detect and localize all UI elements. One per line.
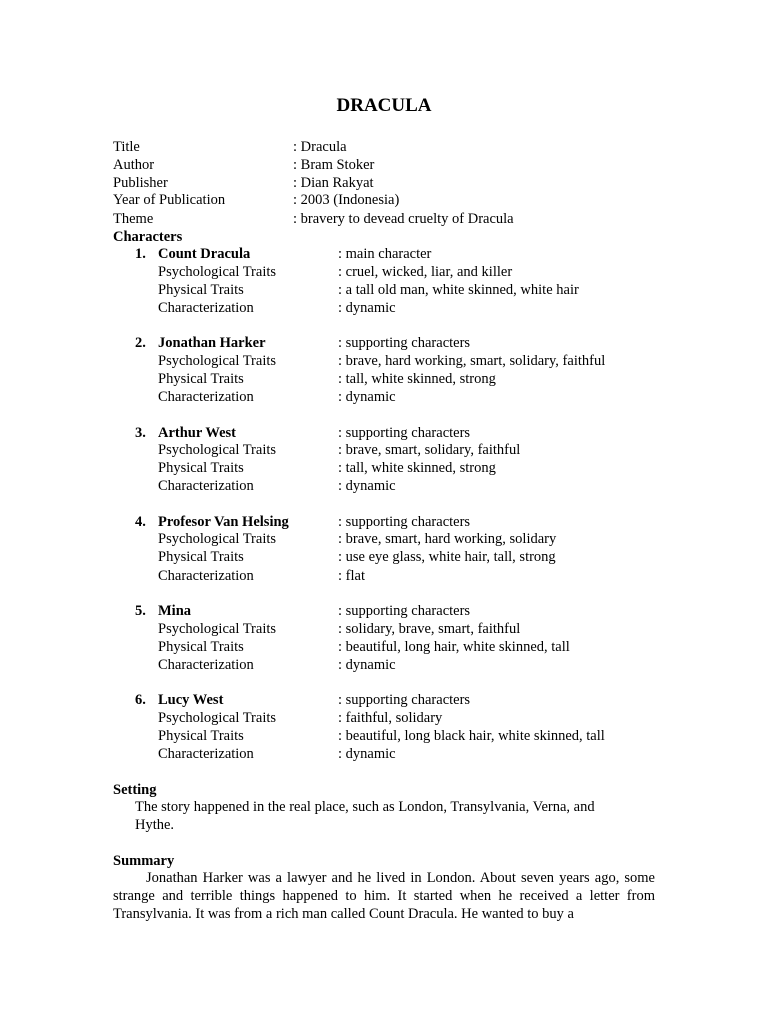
document-title: DRACULA — [336, 95, 432, 116]
character-role: : supporting characters — [338, 335, 471, 351]
trait-label: Psychological Traits — [158, 710, 277, 726]
meta-label: Title — [113, 139, 140, 155]
meta-value: : 2003 (Indonesia) — [293, 192, 400, 208]
character-name: Jonathan Harker — [158, 335, 266, 351]
setting-heading: Setting — [113, 782, 157, 798]
list-number: 3. — [135, 425, 146, 441]
trait-value: : cruel, wicked, liar, and killer — [338, 264, 513, 280]
trait-value: : dynamic — [338, 300, 396, 316]
character-role: : supporting characters — [338, 692, 471, 708]
trait-value: : brave, hard working, smart, solidary, faithful — [338, 353, 606, 369]
character-name: Lucy West — [158, 692, 224, 708]
trait-value: : a tall old man, white skinned, white hair — [338, 282, 579, 298]
trait-label: Physical Traits — [158, 371, 244, 387]
character-name: Profesor Van Helsing — [158, 514, 289, 530]
meta-value: : Dian Rakyat — [293, 175, 374, 191]
meta-label: Theme — [113, 211, 154, 227]
trait-value: : use eye glass, white hair, tall, strong — [338, 549, 556, 565]
trait-value: : beautiful, long hair, white skinned, tall — [338, 639, 570, 655]
trait-value: : dynamic — [338, 478, 396, 494]
character-name: Arthur West — [158, 425, 237, 441]
meta-label: Publisher — [113, 175, 168, 191]
meta-value: : bravery to devead cruelty of Dracula — [293, 211, 514, 227]
list-number: 5. — [135, 603, 146, 619]
trait-label: Characterization — [158, 389, 254, 405]
trait-label: Characterization — [158, 568, 254, 584]
list-number: 1. — [135, 246, 146, 262]
character-role: : supporting characters — [338, 514, 471, 530]
trait-value: : faithful, solidary — [338, 710, 443, 726]
character-role: : supporting characters — [338, 603, 471, 619]
trait-value: : flat — [338, 568, 365, 584]
trait-value: : tall, white skinned, strong — [338, 371, 496, 387]
character-name: Count Dracula — [158, 246, 251, 262]
trait-value: : solidary, brave, smart, faithful — [338, 621, 521, 637]
trait-label: Characterization — [158, 300, 254, 316]
character-name: Mina — [158, 603, 192, 619]
trait-value: : dynamic — [338, 746, 396, 762]
trait-label: Physical Traits — [158, 639, 244, 655]
meta-label: Author — [113, 157, 155, 173]
trait-value: : brave, smart, solidary, faithful — [338, 442, 521, 458]
summary-paragraph: Jonathan Harker was a lawyer and he lived in London. About seven years ago, some strange and terrible things happened to him. It started when he received a letter from Transylvania. It was from a rich man called Count Dracula. He wanted to buy a — [113, 870, 655, 922]
trait-label: Physical Traits — [158, 282, 244, 298]
trait-label: Psychological Traits — [158, 531, 277, 547]
trait-value: : tall, white skinned, strong — [338, 460, 496, 476]
trait-label: Psychological Traits — [158, 442, 277, 458]
characters-heading: Characters — [113, 229, 183, 245]
trait-label: Psychological Traits — [158, 621, 277, 637]
trait-label: Characterization — [158, 657, 254, 673]
list-number: 2. — [135, 335, 146, 351]
character-role: : main character — [338, 246, 432, 262]
trait-label: Physical Traits — [158, 460, 244, 476]
trait-label: Characterization — [158, 746, 254, 762]
trait-value: : beautiful, long black hair, white skinned, tall — [338, 728, 605, 744]
meta-value: : Bram Stoker — [293, 157, 375, 173]
summary-heading: Summary — [113, 853, 175, 869]
trait-value: : dynamic — [338, 389, 396, 405]
list-number: 6. — [135, 692, 146, 708]
trait-label: Characterization — [158, 478, 254, 494]
list-number: 4. — [135, 514, 146, 530]
trait-label: Physical Traits — [158, 728, 244, 744]
trait-label: Physical Traits — [158, 549, 244, 565]
trait-value: : dynamic — [338, 657, 396, 673]
trait-label: Psychological Traits — [158, 264, 277, 280]
setting-paragraph: The story happened in the real place, such as London, Transylvania, Verna, and Hythe. — [135, 799, 595, 833]
meta-value: : Dracula — [293, 139, 347, 155]
meta-label: Year of Publication — [113, 192, 226, 208]
trait-value: : brave, smart, hard working, solidary — [338, 531, 557, 547]
trait-label: Psychological Traits — [158, 353, 277, 369]
character-role: : supporting characters — [338, 425, 471, 441]
